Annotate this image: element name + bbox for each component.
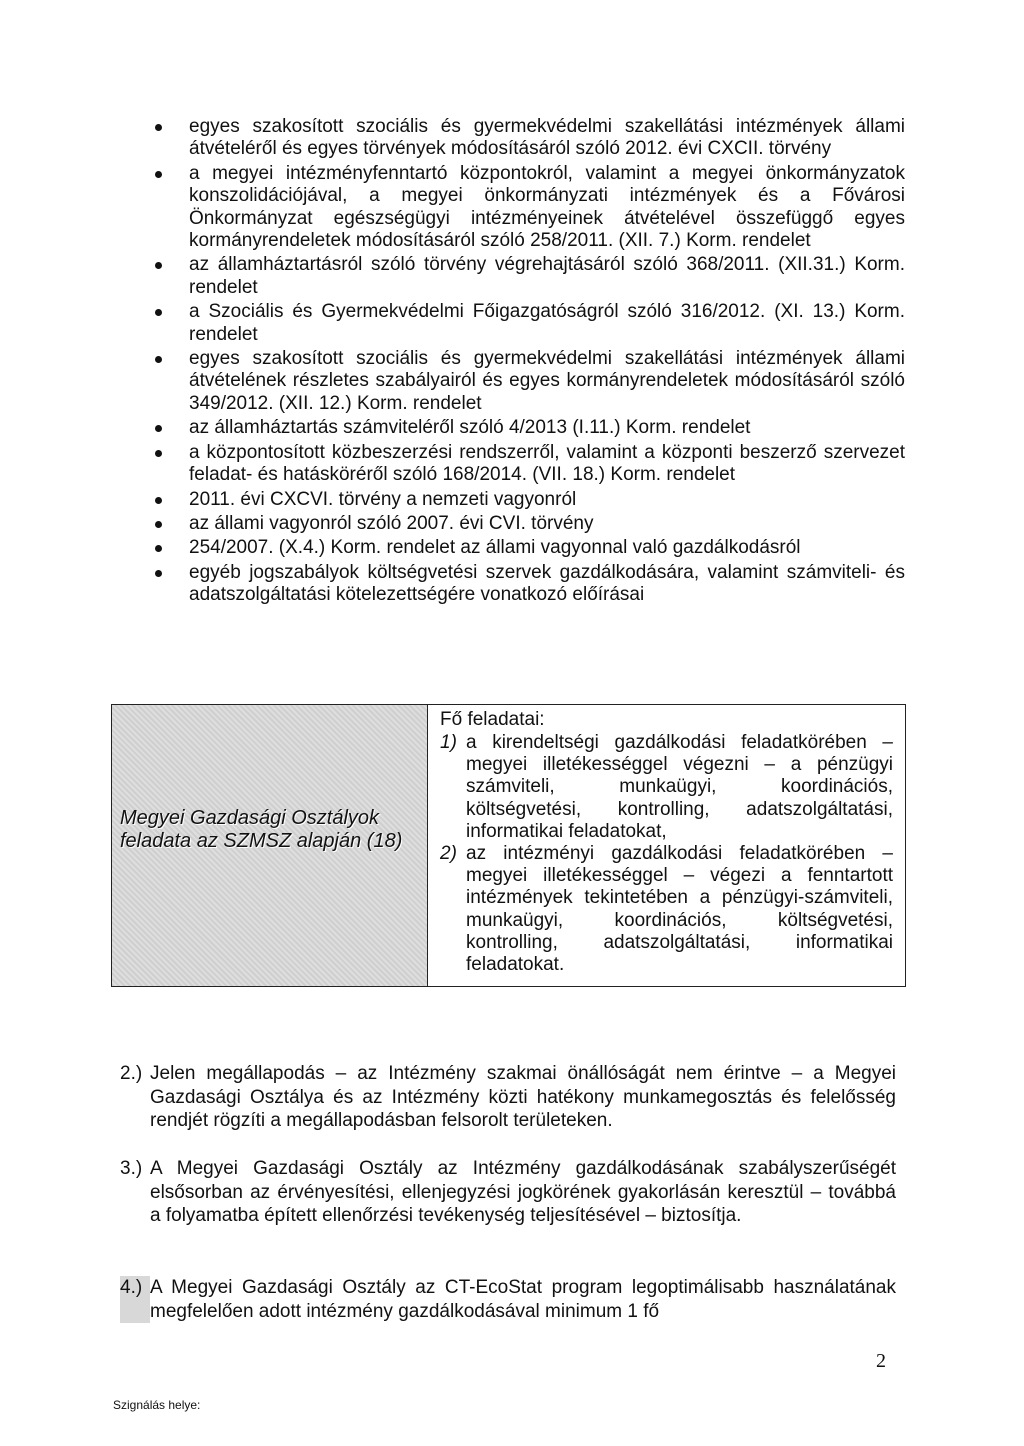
- bullet-icon: [155, 450, 162, 457]
- table-label-title: Megyei Gazdasági Osztályok feladata az SZMSZ alapján (18): [120, 807, 403, 852]
- page-number: 2: [876, 1350, 886, 1372]
- bullet-icon: [155, 262, 162, 269]
- paragraph-text: A Megyei Gazdasági Osztály az Intézmény gazdálkodásának szabályszerűségét elsősorban az érvényesítési, ellenjegyzési jogkörének gyakorlásán keresztül – továbbá a folyamatba épített ellenőrzési tevékenység teljesítésével – biztosítja.: [150, 1158, 896, 1226]
- paragraph-number: 3.): [120, 1158, 143, 1179]
- list-item: egyes szakosított szociális és gyermekvédelmi szakellátási intézmények állami átvételének részletes szabályairól és egyes kormányrendeletek módosításáról szóló 349/2012. (XII. 12.) Korm. rendelet: [155, 348, 905, 415]
- table-label-cell: [112, 705, 428, 986]
- paragraph-number: 2.): [120, 1063, 143, 1084]
- list-item: a központosított közbeszerzési rendszerről, valamint a központi beszerző szervezet feladat- és hatásköréről szóló 168/2014. (VII. 18.) Korm. rendelet: [155, 442, 905, 487]
- paragraph-number: 4.): [120, 1276, 150, 1323]
- list-item: a megyei intézményfenntartó központokról, valamint a megyei önkormányzatok konszolidációjával, a megyei önkormányzati intézmények és a Fővárosi Önkormányzat egészségügyi intézményeinek átvételével összefüggő egyes kormányrendeletek módosításáról szóló 258/2011. (XII. 7.) Korm. rendelet: [155, 163, 905, 253]
- task-item: [440, 732, 893, 843]
- bullet-icon: [155, 497, 162, 504]
- task-number: 2): [440, 843, 457, 865]
- list-item: egyéb jogszabályok költségvetési szervek gazdálkodására, valamint számviteli- és adatszolgáltatási kötelezettségére vonatkozó előírásai: [155, 562, 905, 607]
- paragraph-3: [120, 1157, 896, 1228]
- bullet-icon: [155, 124, 162, 131]
- task-number: 1): [440, 732, 457, 753]
- list-item: egyes szakosított szociális és gyermekvédelmi szakellátási intézmények állami átvételéről és egyes törvények módosításáról szóló 2012. évi CXCII. törvény: [155, 116, 905, 161]
- paragraph-4: [120, 1276, 896, 1323]
- bullet-icon: [155, 545, 162, 552]
- list-item: az államháztartásról szóló törvény végrehajtásáról szóló 368/2011. (XII.31.) Korm. rendelet: [155, 254, 905, 299]
- table-content-cell: [428, 705, 905, 986]
- bullet-icon: [155, 570, 162, 577]
- list-item: az állami vagyonról szóló 2007. évi CVI. törvény: [155, 513, 905, 535]
- paragraph-text: A Megyei Gazdasági Osztály az CT-EcoStat program legoptimálisabb használatának megfelelően adott intézmény gazdálkodásával minimum 1 fő: [150, 1277, 896, 1322]
- responsibilities-table: [111, 704, 906, 987]
- task-item: [440, 843, 893, 976]
- bullet-icon: [155, 171, 162, 178]
- list-item: 2011. évi CXCVI. törvény a nemzeti vagyonról: [155, 489, 905, 511]
- list-item: az államháztartás számviteléről szóló 4/2013 (I.11.) Korm. rendelet: [155, 417, 905, 439]
- paragraph-text: Jelen megállapodás – az Intézmény szakmai önállóságát nem érintve – a Megyei Gazdasági Osztálya és az Intézmény közti hatékony munkamegosztás és felelősség rendjét rögzíti a megállapodásban felsorolt területeken.: [150, 1063, 896, 1131]
- list-item: 254/2007. (X.4.) Korm. rendelet az állami vagyonnal való gazdálkodásról: [155, 537, 905, 559]
- bullet-icon: [155, 309, 162, 316]
- signature-label: Szignálás helye:: [113, 1398, 201, 1412]
- legislation-list: [155, 116, 905, 607]
- list-item: a Szociális és Gyermekvédelmi Főigazgatóságról szóló 316/2012. (XI. 13.) Korm. rendelet: [155, 301, 905, 346]
- task-text: a kirendeltségi gazdálkodási feladatkörében – megyei illetékességgel végezni – a pénzügyi számviteli, munkaügyi, koordinációs, költségvetési, kontrolling, adatszolgáltatási, informatikai feladatokat,: [466, 732, 893, 842]
- paragraph-2: [120, 1062, 896, 1133]
- bullet-icon: [155, 425, 162, 432]
- bullet-icon: [155, 521, 162, 528]
- bullet-icon: [155, 356, 162, 363]
- task-text: az intézményi gazdálkodási feladatkörében – megyei illetékességgel – végezi a fenntartott intézmények tekintetében a pénzügyi-számviteli, munkaügyi, koordinációs, költségvetési, kontrolling, adatszolgáltatási, informatikai feladatokat.: [466, 843, 893, 976]
- tasks-heading: Fő feladatai:: [440, 709, 545, 730]
